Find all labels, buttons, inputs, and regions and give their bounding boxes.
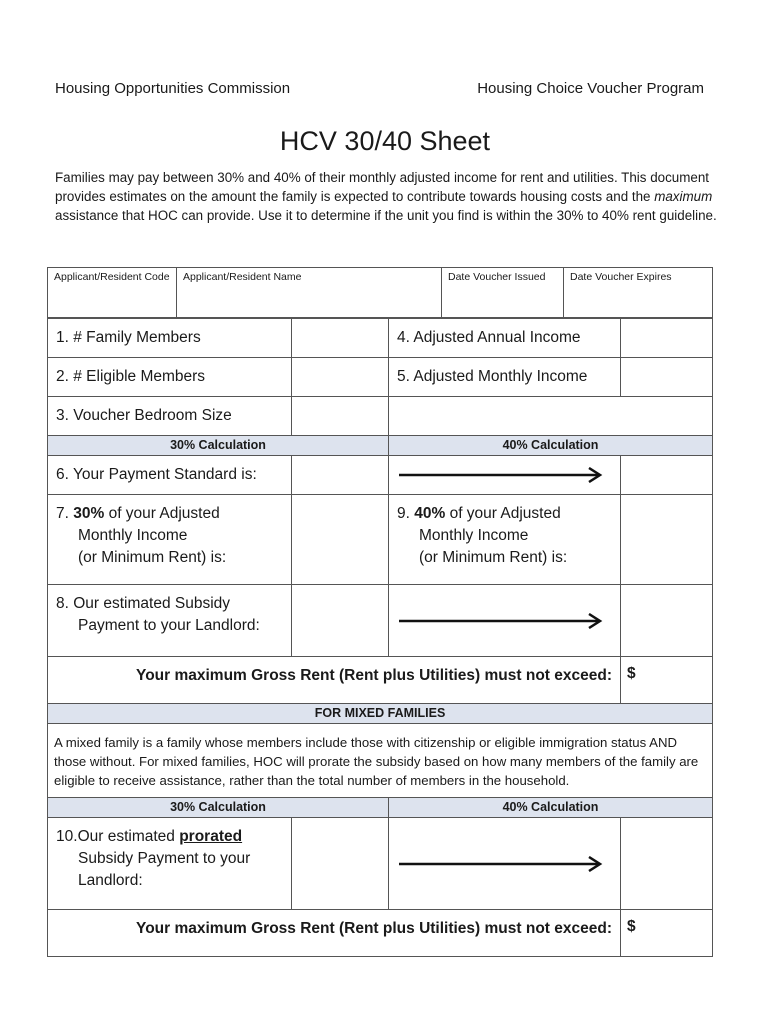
date-expires-label: Date Voucher Expires bbox=[570, 271, 672, 283]
adjusted-monthly-income-input[interactable] bbox=[621, 358, 713, 397]
intro-part1: Families may pay between 30% and 40% of their monthly adjusted income for rent and utilities. This document provides estimates on the amount the family is expected to contribute towards housing costs and the bbox=[55, 170, 710, 204]
row7-rest: of your Adjusted bbox=[104, 505, 220, 522]
max-gross-rent-input[interactable] bbox=[621, 657, 713, 704]
adjusted-annual-income-label: 4. Adjusted Annual Income bbox=[389, 319, 621, 358]
applicant-name-field[interactable] bbox=[177, 268, 442, 318]
mixed-families-heading: FOR MIXED FAMILIES bbox=[48, 704, 713, 724]
arrow-cell-6 bbox=[389, 456, 621, 495]
eligible-members-input[interactable] bbox=[292, 358, 389, 397]
prorated-subsidy-40-input[interactable] bbox=[621, 818, 713, 910]
forty-percent-label bbox=[389, 495, 621, 585]
row9-line3: (or Minimum Rent) is: bbox=[419, 549, 568, 566]
estimated-subsidy-40-input[interactable] bbox=[621, 585, 713, 657]
family-members-input[interactable] bbox=[292, 319, 389, 358]
estimated-subsidy-input[interactable] bbox=[292, 585, 389, 657]
intro-emphasis: maximum bbox=[654, 189, 713, 204]
arrow-cell-10 bbox=[389, 818, 621, 910]
payment-standard-label: 6. Your Payment Standard is: bbox=[48, 456, 292, 495]
payment-standard-40-input[interactable] bbox=[621, 456, 713, 495]
mixed-calc-40-heading: 40% Calculation bbox=[389, 798, 713, 818]
row10-number: 10. bbox=[56, 828, 78, 845]
row7-number: 7. bbox=[56, 505, 74, 522]
mixed-families-description: A mixed family is a family whose members include those with citizenship or eligible immigration status AND those without. For mixed families, HOC will prorate the subsidy based on how many members of the family are eligible to receive assistance, rather than the total number of members in the household. bbox=[48, 724, 713, 798]
date-expires-field[interactable] bbox=[564, 268, 713, 318]
dollar-sign: $ bbox=[627, 918, 636, 935]
page-title: HCV 30/40 Sheet bbox=[279, 126, 491, 156]
row10-prorated: prorated bbox=[179, 828, 243, 845]
voucher-bedroom-size-label: 3. Voucher Bedroom Size bbox=[48, 397, 292, 436]
max-gross-rent-label: Your maximum Gross Rent (Rent plus Utilities) must not exceed: bbox=[48, 657, 621, 704]
mixed-max-gross-rent-label: Your maximum Gross Rent (Rent plus Utilities) must not exceed: bbox=[48, 910, 621, 957]
family-members-label: 1. # Family Members bbox=[48, 319, 292, 358]
applicant-code-label: Applicant/Resident Code bbox=[54, 271, 170, 283]
intro-paragraph bbox=[55, 168, 720, 225]
row9-line2: Monthly Income bbox=[419, 527, 529, 544]
row9-rest: of your Adjusted bbox=[445, 505, 561, 522]
calculation-table bbox=[47, 318, 713, 957]
row8-line1: 8. Our estimated Subsidy bbox=[56, 595, 231, 612]
thirty-percent-label bbox=[48, 495, 292, 585]
right-arrow-icon bbox=[399, 856, 604, 872]
row9-bold: 40% bbox=[414, 505, 446, 522]
right-arrow-icon bbox=[399, 467, 604, 483]
estimated-subsidy-label bbox=[48, 585, 292, 657]
row7-bold: 30% bbox=[73, 505, 105, 522]
right-arrow-icon bbox=[399, 613, 604, 629]
row9-number: 9. bbox=[397, 505, 415, 522]
calc-30-heading: 30% Calculation bbox=[48, 436, 389, 456]
mixed-calc-30-heading: 30% Calculation bbox=[48, 798, 389, 818]
row7-line3: (or Minimum Rent) is: bbox=[78, 549, 227, 566]
forty-percent-input[interactable] bbox=[621, 495, 713, 585]
row10-line2: Subsidy Payment to your bbox=[78, 850, 251, 867]
adjusted-annual-income-input[interactable] bbox=[621, 319, 713, 358]
thirty-percent-input[interactable] bbox=[292, 495, 389, 585]
header-program: Housing Choice Voucher Program bbox=[477, 80, 704, 97]
applicant-name-label: Applicant/Resident Name bbox=[183, 271, 302, 283]
date-issued-field[interactable] bbox=[442, 268, 564, 318]
row7-line2: Monthly Income bbox=[78, 527, 188, 544]
voucher-bedroom-size-input[interactable] bbox=[292, 397, 389, 436]
applicant-code-field[interactable] bbox=[48, 268, 177, 318]
dollar-sign: $ bbox=[627, 665, 636, 682]
applicant-info-table bbox=[47, 267, 713, 318]
prorated-subsidy-input[interactable] bbox=[292, 818, 389, 910]
header-agency: Housing Opportunities Commission bbox=[55, 80, 291, 97]
row10-line1a: Our estimated bbox=[77, 828, 180, 845]
row10-line3: Landlord: bbox=[78, 872, 143, 889]
eligible-members-label: 2. # Eligible Members bbox=[48, 358, 292, 397]
intro-part2: assistance that HOC can provide. Use it to determine if the unit you find is within the 30% to 40% rent guideline. bbox=[55, 208, 717, 223]
calc-40-heading: 40% Calculation bbox=[389, 436, 713, 456]
date-issued-label: Date Voucher Issued bbox=[448, 271, 546, 283]
adjusted-monthly-income-label: 5. Adjusted Monthly Income bbox=[389, 358, 621, 397]
prorated-subsidy-label bbox=[48, 818, 292, 910]
payment-standard-input[interactable] bbox=[292, 456, 389, 495]
blank-cell bbox=[389, 397, 713, 436]
row8-line2: Payment to your Landlord: bbox=[78, 617, 260, 634]
arrow-cell-8 bbox=[389, 585, 621, 657]
mixed-max-gross-rent-input[interactable] bbox=[621, 910, 713, 957]
